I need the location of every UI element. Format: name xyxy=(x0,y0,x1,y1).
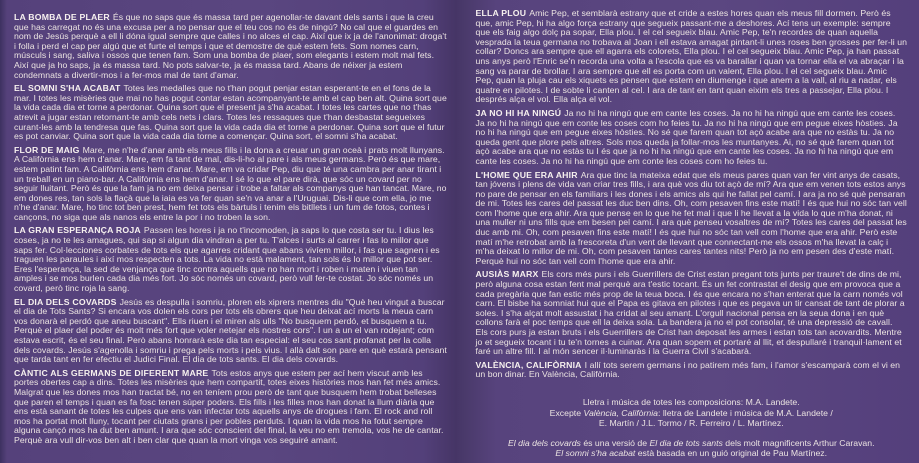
song-cantic-als-germans xyxy=(14,369,448,446)
credits-song-title-el-somni-sha-acabat: El somni s'ha acabat xyxy=(555,448,636,459)
song-lyrics-ausias-marx: Els cors més purs i els Guerrillers de Crist estan pregant tots junts per traure't de dins de mi, però alguna cosa estan fent mal perquè ara t'estic tocant. És un fet contrastat el desig que em provoca que a cada pregària que fan estic més prop de la teua boca. I és que encara no s'han enterat que la carn només vol carn. El bisbe ha somniat hui que el Papa es gitava en pilotes i que es pegava un tir cansat de tant de plorar a soles. I s'ha alçat molt assustat i ha cridat al seu amant. L'orgull nacional pensa en la seua dona i en què collons farà el poc temps que ell la deixa sola. La bandera ja no el pot consolar, té una depressió de cavall. Els cors purs ja estan bruts i els Guerrillers de Crist han deposat les armes i estan tots tan acovardits. Mentre jo et segueix tocant i tu te'n tornes a cuinar. Ara quan sopem et portaré al llit, et despullaré i tranquil·lament et faré un altre fill. I al món sencer il·luminaràs i la Guerra Civil s'acabarà. xyxy=(475,269,905,357)
song-title-valencia-california: VALÈNCIA, CALIFÒRNIA xyxy=(475,359,582,370)
song-lyrics-el-somni-sha-acabat: Totes les medalles que no t'han pogut penjar estan esperant-te en el fons de la mar. I totes les misèries que mai no has pogut contar estan acompanyant-te amb el cap ben alt. Quina sort que la vida cada dia et torne a perdonar. Quina sort que el present ja s'ha acabat. I totes les cartes que no t'has atrevit a jugar estan retornant-te amb cels nets i clars. Totes les ressaques que t'han desbastat segueixes curant-les amb la tendresa que fas. Quina sort que la vida cada dia et torne a perdonar. Quina sort que el futur es pot canviar. Quina sort que la vida cada dia torne a començar. Quina sort, el somni s'ha acabat. xyxy=(14,83,447,142)
song-lyrics-la-gran-esperanca-roja: Passen les hores i ja no t'incomoden, ja saps lo que costa ser tu. I dius les coses, ja no te les amagues, qui sap si algun dia vindran a per tu. T'alces i surts al carrer i fas lo millor que saps fer. Col·lecciones corbates de tots els que agarres cridant que abans vivíem millor, i fas que sagnen i es traguen les paraules i així mos respecten a tots. La vida no està malament, tan sols és lo millor que pot ser. Eres l'esperança, la sed de venjança que tinc contra aquells que no han mort i roben i maten i viuen tan amples i se mos burlen cada dia més fort. Jo sóc només un covard, però vull fer-te costat. Jo sóc només un covard, però tinc roja la sang. xyxy=(14,225,440,294)
song-ja-no-hi-ha-ningu xyxy=(476,109,908,167)
booklet-page-right xyxy=(460,0,919,463)
credits-line-3: E. Martín / J.L. Tormo / R. Ferreiro / L. Martínez. xyxy=(598,418,784,429)
song-title-lhome-que-era-ahir: L'HOME QUE ERA AHIR xyxy=(475,169,578,180)
song-lyrics-el-dia-dels-covards: Jesús es despulla i somriu, ploren els xiprers mentres diu "Què heu vingut a buscar el dia de Tots Sants? Si encara vos dolen els cors per tots els obrers que heu deixat ací morts la meua carn vos donarà el perdó que aneu buscant". Ells riuen i el miren als ulls "No busquem perdó, et busquem a tu. Perquè el plaer del poder és molt més fort que voler netejar els nostres cors". I un a un el van rodejant; com estava escrit, és el seu final. Però abans honrarà este dia tan especial: el seu cos sant profanat per la colla dels covards. Jesús s'agenolla i somriu i prega pels morts i pels vius. I allà dalt son pare en què estarà pensant que tarda tant en fer efectiu el Judici Final. El dia de tots sants. El dia dels covards. xyxy=(14,296,447,365)
song-ella-plou xyxy=(476,9,908,105)
credits-line-4-mid: és una versió de xyxy=(580,437,650,448)
song-title-ella-plou: ELLA PLOU xyxy=(475,8,527,18)
song-lyrics-cantic-als-germans: Tots estos anys que estem per ací hem viscut amb les portes obertes cap a dins. Totes les misèries que hem compartit, totes eixes històries mos han fet més amics. Malgrat que les dones mos han tractat bé, no en teníem prou però de tant que busquem hem trobat belleses que paren el temps i quan es fa fosc tenen súper poders. Els fills i les filles mos han donat la llum diària que ens està sanant de totes les culpes que ens van infectar tots aquells anys de drogues i fam. El rock and roll mos ha portat molt lluny, tocant per ciutats grans i per pobles perduts. I quan la vida mos ha fotut sempre alguna cançó mos ha dut ben amunt. I ara que sóc conscient del final, la veu no em tremola, vos he de cantar. Perquè ara vull dir-vos ben alt i ben clar que quan la mort vinga vos seguiré amant. xyxy=(14,367,444,445)
song-la-gran-esperanca-roja xyxy=(14,226,448,293)
credits-song-title-el-dia-de-tots-sants: El dia de tots sants xyxy=(649,437,723,448)
credits-block xyxy=(476,397,908,459)
song-title-el-dia-dels-covards: EL DIA DELS COVARDS xyxy=(14,296,117,307)
credits-song-title-el-dia-dels-covards: El dia dels covards xyxy=(507,437,581,448)
song-title-la-gran-esperanca-roja: LA GRAN ESPERANÇA ROJA xyxy=(14,225,141,236)
song-title-la-bomba-de-plaer: LA BOMBA DE PLAER xyxy=(14,12,110,22)
credits-line-4-suffix: dels molt magnificents Arthur Caravan. xyxy=(722,437,875,448)
credits-line-4 xyxy=(476,438,908,449)
song-title-flor-de-maig: FLOR DE MAIG xyxy=(14,144,80,155)
song-title-cantic-als-germans: CÀNTIC ALS GERMANS DE DIFERENT MARE xyxy=(14,367,209,378)
song-lhome-que-era-ahir xyxy=(476,171,908,267)
song-la-bomba-de-plaer xyxy=(14,13,448,80)
credits-line-1: Lletra i música de totes les composicions: M.A. Landete. xyxy=(582,396,800,407)
credits-line-5 xyxy=(476,448,908,459)
credits-line-2 xyxy=(476,408,908,419)
song-lyrics-ella-plou: Amic Pep, et semblarà estrany que et cride a estes hores quan els meus fill dormen. Però és que, amic Pep, hi ha algo força estrany que segueix passant-me a deshores. Ací tens un exemple: sempre que els faig algo dolç pa sopar, Ella plou. I el cel segueix blau. Amic Pep, te'n recordes de quan aquella vesprada la teua germana no trobava al Joan i ell estava amagat pintant-li unes roses ben grosses per fer-li un collar? Doncs ara sempre que ell agarra els colorets, Ella plou. I el cel segueix blau. Amic Pep, ja han passat uns anys però l'Enric se'n recorda una volta a l'escola que es va barallar i quan va tornar ella el va abraçar i la sang va parar de brollar. I ara sempre que ell es porta com un valent, Ella plou. I el cel segueix blau. Amic Pep, quan la pluja cau els xiquets es pensen que estem en diumenge i que anem a la vall, al riu a nadar, els quatre en pilotes. I de sobte li canten al cel. I ara de tant en tant quan eixim els tres a passejar, Ella plou. I després alça el vol. Ella alça el vol. xyxy=(475,8,907,105)
song-lyrics-valencia-california: I allí tots serem germans i no patirem més fam, i l'amor s'escamparà com el vi en un bon dinar. En València, Califòrnia. xyxy=(475,359,901,380)
credits-line-2-suffix: : lletra de Landete i música de M.A. Landete / xyxy=(658,407,833,418)
credits-line-2-prefix: Excepte xyxy=(549,407,584,418)
song-lyrics-flor-de-maig: Mare, me n'he d'anar amb els meus fills i la dona a creuar un gran oceà i prats molt llunyans. A Califòrnia ens hem d'anar. Mare, em fa tant de mal, dis-li-ho al pare i als meus germans. Però és que mare, estem patint fam. A Califòrnia ens hem d'anar. Mare, em va cridar Pep, diu que té una cambra per anar tirant i un treball en un piano-bar. A Califòrnia ens hem d'anar. I sé lo que el pare dirà, que sóc un covard per no seguir lluitant. Però és que la fam ja no em deixa pensar i trobe a faltar als companys que han tancat. Mare, no em dones res, tan sols la flaçà que la iaia es va fer quan se'n va anar a l'Uruguai. Dis-li que com ella, jo me n'he d'anar. Mare, ho tinc tot ben prest, hem fet tots els bàrtuls i tenim els bitllets i un fum de fotos, contes i cançons, no siga que als nanos els entre la por i no troben la son. xyxy=(14,144,447,222)
song-el-dia-dels-covards xyxy=(14,298,448,365)
song-ausias-marx xyxy=(476,270,908,356)
song-title-el-somni-sha-acabat: EL SOMNI S'HA ACABAT xyxy=(14,83,121,94)
song-el-somni-sha-acabat xyxy=(14,84,448,142)
credits-gap xyxy=(476,429,908,438)
credits-line-5-suffix: està basada en un guió original de Pau Martínez. xyxy=(635,448,828,459)
song-lyrics-lhome-que-era-ahir: Ara que tinc la mateixa edat que els meus pares quan van fer vint anys de casats, tan jóvens i plens de vida van criar tres fills, i ara què vos diu tot açò de mí? Ara que em venen tots estos anys no pare de pensar en els familiars i les dones i els amics als qui he fallat pel camí. I ara ja no sé què pensaran de mi. Totes les cares del passat les duc ben dins. Oh, com pesaven fins este matí! I és que hui no sóc tan vell com l'home que era ahir. Ara que pense en lo que he fet mal i que li he llevat a la vida lo que m'ha donat, ni una muller ni uns fills que em besen pel camí. I ara què penseu vosaltres de mí? Totes les cares del passat les duc amb mi. Oh, com pesaven fins este matí! I és que hui no sóc tan vell com l'home que era ahir. Però este matí m'he retrobat amb la frescoreta d'un vent de llevant que connectant-me els ossos m'ha llevat la calç i m'ha deixat lo millor de mi. Oh, com pesaven tantes cares tantes nits! Però ja no em pesen des d'este matí. Perquè hui no sóc tan vell com l'home que era ahir. xyxy=(475,169,907,266)
song-title-ausias-marx: AUSIÀS MARX xyxy=(475,269,539,280)
song-flor-de-maig xyxy=(14,146,448,223)
song-valencia-california xyxy=(476,361,908,380)
credits-song-title-valencia-california: València, Califòrnia xyxy=(583,407,658,418)
song-title-ja-no-hi-ha-ningu: JA NO HI HA NINGÚ xyxy=(475,107,562,118)
song-lyrics-la-bomba-de-plaer: És que no saps que és massa tard per agenollar-te davant dels sants i que la creu que has carregat no és una excusa per a no pensar que el teu cos no és de ningú? No cal que el guardes en nom de Jesús perquè a ell li dóna igual sempre que calles i no alces el cap. Així que ix ja de l'anonimat: droga't i folla i perd el cap per algú que et furte el temps i que et demostre de què estem fets. Som nomes carn, músculs i sang, saliva i ossos que tenen fam. Som una bomba de plaer, som elegants i estem molt mal fets. Així que ja ho saps, ja és massa tard. No pots salvar-te, ja és massa tard. Abans de néixer ja estem condemnats a divertir-mos i a fer-mos mal de tant d'amar. xyxy=(14,12,447,80)
song-lyrics-ja-no-hi-ha-ningu: Ja no hi ha ningú que em cante les coses. Ja no hi ha ningú que em cante les coses. Ja no hi ha ningú que em conte les coses com ho feies tu. Ja no hi ha ningú que em pegue eixes hòsties. Ja no hi ha ningú que em pegue eixes hòsties. No sé que farem quan tot açò acabe ara que no estàs tu. Ja no queda gent que plore pels altres. Sols mos queda ja follar-mos les muntanyes. Ai, no sé què farem quan tot açò acabe ara que no estàs tu I és que ja no hi ha ningú que em cante les coses. Ja no hi ha ningú que em cante les coses. Ja no hi ha ningú que em conte les coses com ho feies tu. xyxy=(475,107,898,166)
